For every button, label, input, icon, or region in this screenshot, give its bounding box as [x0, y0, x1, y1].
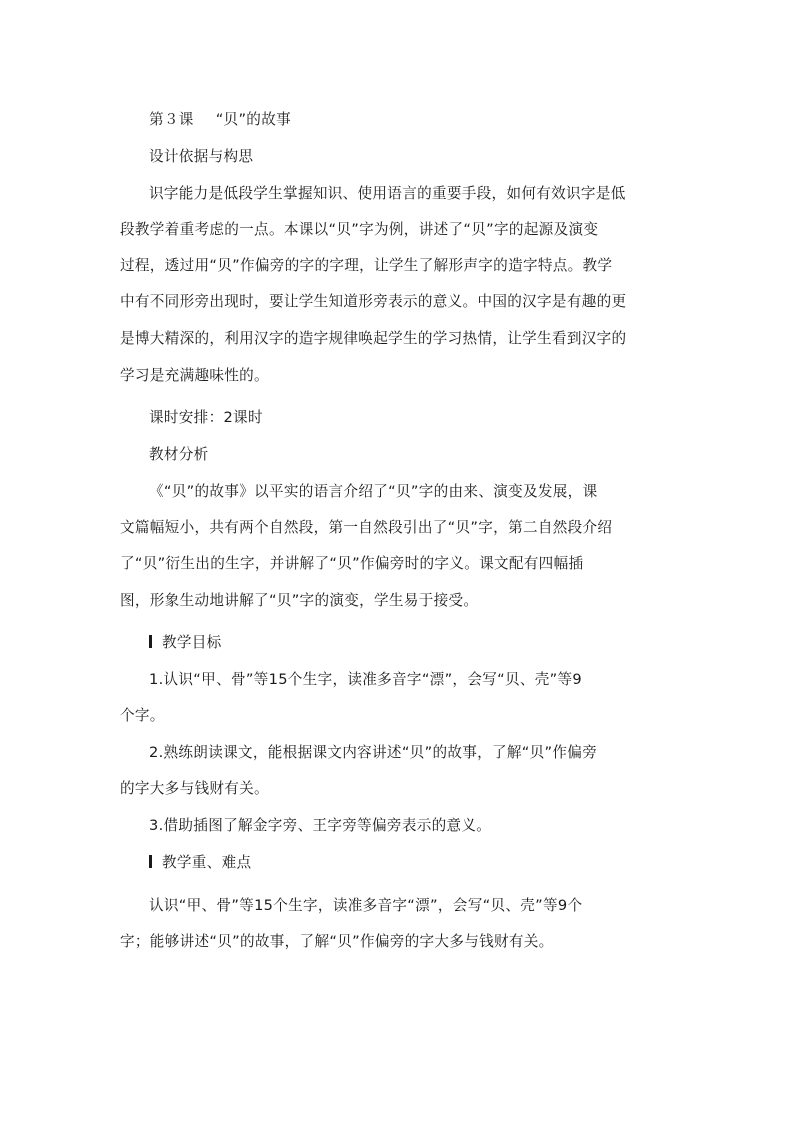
lesson-number: 第３课: [149, 111, 194, 128]
design-line: 过程，透过用“贝”作偏旁的字的字理，让学生了解形声字的造字特点。教学: [120, 257, 613, 274]
lesson-name: “贝”的故事: [215, 111, 291, 128]
goal-line: 1.认识“甲、骨”等15个生字，读准多音字“漂”，会写“贝、壳”等9: [149, 671, 582, 688]
analysis-heading: 教材分析: [149, 446, 209, 463]
goals-heading: [149, 633, 222, 653]
goal-line: 2.熟练朗读课文，能根据课文内容讲述“贝”的故事，了解“贝”作偏旁: [149, 744, 598, 761]
design-line: 中有不同形旁出现时，要让学生知道形旁表示的意义。中国的汉字是有趣的更: [120, 293, 627, 310]
design-line: 识字能力是低段学生掌握知识、使用语言的重要手段，如何有效识字是低: [149, 185, 626, 202]
goal-line: 3.借助插图了解金字旁、王字旁等偏旁表示的意义。: [149, 817, 492, 834]
section-marker-icon: [149, 635, 152, 648]
key-line: 字；能够讲述“贝”的故事，了解“贝”作偏旁的字大多与钱财有关。: [120, 933, 554, 950]
design-line: 是博大精深的，利用汉字的造字规律唤起学生的学习热情，让学生看到汉字的: [120, 330, 627, 347]
schedule-line: 课时安排：2课时: [149, 409, 263, 426]
analysis-line: 文篇幅短小，共有两个自然段，第一自然段引出了“贝”字，第二自然段介绍: [120, 519, 613, 536]
design-line: 段教学着重考虑的一点。本课以“贝”字为例，讲述了“贝”字的起源及演变: [120, 221, 599, 238]
design-line: 学习是充满趣味性的。: [120, 367, 269, 384]
section-marker-icon: [149, 855, 152, 868]
goal-line: 的字大多与钱财有关。: [120, 780, 269, 797]
document-page: [120, 0, 666, 1123]
design-heading: 设计依据与构思: [149, 148, 254, 165]
analysis-line: 《“贝”的故事》以平实的语言介绍了“贝”字的由来、演变及发展，课: [149, 483, 598, 500]
lesson-title: [149, 110, 291, 130]
analysis-line: 图，形象生动地讲解了“贝”字的演变，学生易于接受。: [120, 592, 479, 609]
goals-heading-label: 教学目标: [162, 634, 222, 651]
goal-line: 个字。: [120, 707, 165, 724]
key-line: 认识“甲、骨”等15个生字，读准多音字“漂”，会写“贝、壳”等9个: [149, 897, 583, 914]
analysis-line: 了“贝”衍生出的生字，并讲解了“贝”作偏旁时的字义。课文配有四幅插: [120, 555, 584, 572]
key-heading: [149, 853, 251, 873]
key-heading-label: 教学重、难点: [162, 854, 252, 871]
